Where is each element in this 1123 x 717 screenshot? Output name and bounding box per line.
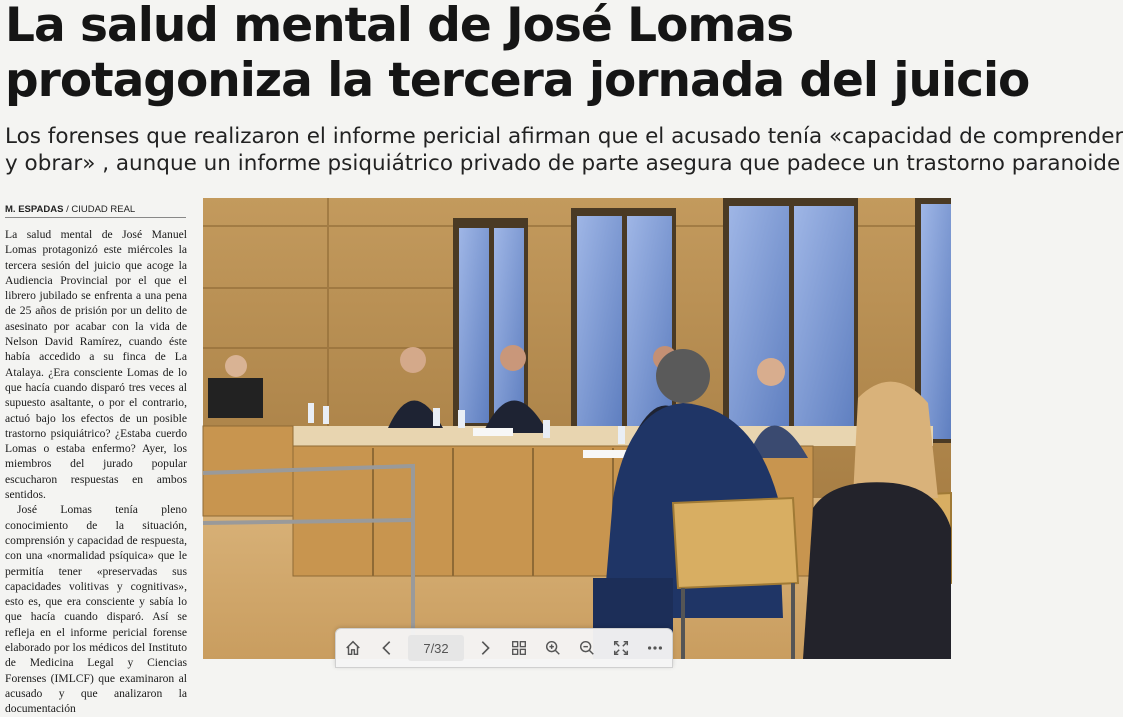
home-button[interactable]: [340, 635, 366, 661]
zoom-out-button[interactable]: [574, 635, 600, 661]
previous-page-button[interactable]: [374, 635, 400, 661]
page-indicator: 7/32: [408, 635, 464, 661]
chevron-right-icon: [476, 639, 494, 657]
zoom-in-button[interactable]: [540, 635, 566, 661]
byline: [5, 204, 186, 218]
fullscreen-icon: [612, 639, 630, 657]
subheadline: Los forenses que realizaron el informe pericial afirman que el acusado tenía «capacidad de comprender y obrar» , aunque un informe psiquiátrico privado de parte asegura que padece un trastorno paranoide: [5, 124, 1123, 176]
author: M. ESPADAS: [5, 204, 64, 215]
article-body: [5, 227, 187, 717]
chevron-left-icon: [378, 639, 396, 657]
fullscreen-button[interactable]: [608, 635, 634, 661]
viewer-toolbar: [335, 628, 673, 668]
more-dots-icon: [646, 639, 664, 657]
headline: La salud mental de José Lomas protagoniza la tercera jornada del juicio: [5, 0, 1030, 108]
zoom-out-icon: [578, 639, 596, 657]
article-paragraph: La salud mental de José Manuel Lomas protagonizó este miércoles la tercera sesión del juicio que acoge la Audiencia Provincial por el que el librero jubilado se enfrenta a una pena de 25 años de prisión por un delito de asesinato por acabar con la vida de Nelson David Ramírez, cuando éste había accedido a su finca de La Atalaya. ¿Era consciente Lomas de lo que hacía cuando disparó tres veces al supuesto asaltante, o por el contrario, actuó bajo los efectos de un posible trastorno psiquiátrico? ¿Estaba cuerdo Lomas o estaba enfermo? Ayer, los miembros del jurado popular escucharon respuestas en ambos sentidos.: [5, 228, 187, 502]
thumbnails-button[interactable]: [506, 635, 532, 661]
courtroom-photo: [203, 198, 951, 659]
zoom-in-icon: [544, 639, 562, 657]
home-icon: [344, 639, 362, 657]
byline-separator: /: [66, 204, 72, 215]
courtroom-illustration: [203, 198, 951, 659]
grid-icon: [510, 639, 528, 657]
location: CIUDAD REAL: [71, 204, 136, 215]
article-paragraph: José Lomas tenía pleno conocimiento de la situación, comprensión y capacidad de respuesta, con una «normalidad psíquica» que le permitía tener «preservadas sus capacidades volitivas y cognitivas», esto es, que era consciente y sabía lo que hacía cuando disparó. Así se refleja en el informe pericial forense elaborado por los médicos del Instituto de Medicina Legal y Ciencias Forenses (IMLCF) que examinaron al acusado y que analizaron la documentación: [5, 503, 187, 716]
next-page-button[interactable]: [472, 635, 498, 661]
more-options-button[interactable]: [642, 635, 668, 661]
